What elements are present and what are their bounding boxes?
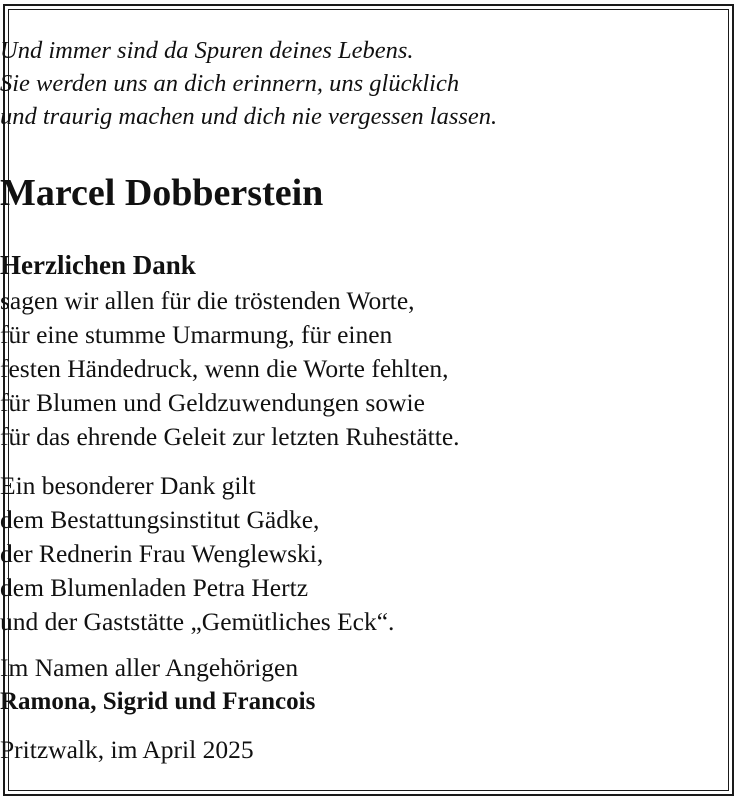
thanks-text bbox=[0, 284, 737, 454]
thanks-line: sagen wir allen für die tröstenden Worte, bbox=[0, 286, 415, 315]
signers-names: Ramona, Sigrid und Francois bbox=[0, 688, 316, 715]
thanks-line: für eine stumme Umarmung, für einen bbox=[0, 320, 393, 349]
thanks-line: für Blumen und Geldzuwendungen sowie bbox=[0, 388, 425, 417]
poem-line: Sie werden uns an dich erinnern, uns glücklich bbox=[0, 70, 460, 97]
special-thanks-line: der Rednerin Frau Wenglewski, bbox=[0, 539, 324, 568]
deceased-name: Marcel Dobberstein bbox=[0, 172, 324, 214]
poem-line: Und immer sind da Spuren deines Lebens. bbox=[0, 37, 414, 64]
special-thanks-line: und der Gaststätte „Gemütliches Eck“. bbox=[0, 607, 395, 636]
poem-line: und traurig machen und dich nie vergessen lassen. bbox=[0, 103, 498, 130]
behalf-line: Im Namen aller Angehörigen bbox=[0, 653, 299, 682]
thanks-line: festen Händedruck, wenn die Worte fehlten, bbox=[0, 354, 449, 383]
special-thanks-line: dem Bestattungsinstitut Gädke, bbox=[0, 505, 320, 534]
special-thanks-line: dem Blumenladen Petra Hertz bbox=[0, 573, 309, 602]
place-date: Pritzwalk, im April 2025 bbox=[0, 735, 254, 764]
special-thanks-line: Ein besonderer Dank gilt bbox=[0, 471, 256, 500]
thanks-heading: Herzlichen Dank bbox=[0, 250, 196, 280]
thanks-line: für das ehrende Geleit zur letzten Ruhestätte. bbox=[0, 422, 460, 451]
poem-verse bbox=[0, 34, 737, 133]
special-thanks-text bbox=[0, 469, 737, 639]
